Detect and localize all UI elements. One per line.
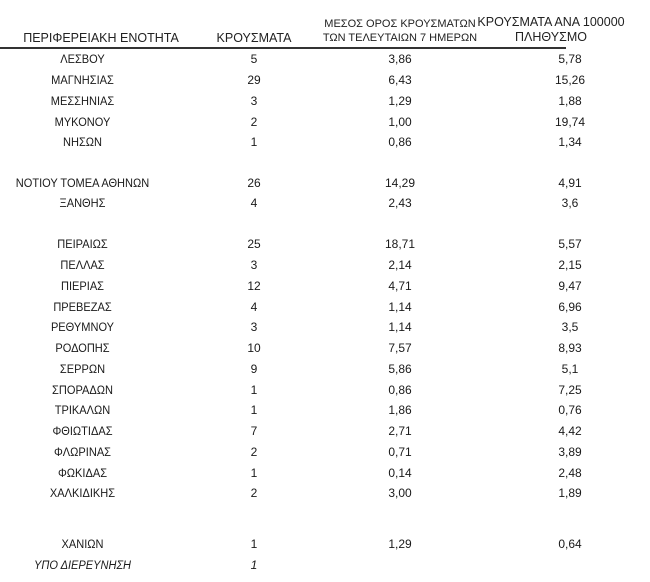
region-cell: ΧΑΛΚΙΔΙΚΗΣ [49,486,116,500]
per100k-cell: 0,76 [558,403,582,417]
region-cell: ΧΑΝΙΩΝ [61,537,104,551]
cases-cell: 4 [250,196,258,210]
per100k-cell: 2,15 [558,258,582,272]
table-row [0,234,650,254]
per100k-cell: 15,26 [554,73,586,87]
per100k-cell: 5,57 [558,237,582,251]
avg7-cell: 2,43 [388,196,412,210]
region-cell: ΝΟΤΙΟΥ ΤΟΜΕΑ ΑΘΗΝΩΝ [15,176,150,190]
per100k-cell: 2,48 [558,466,582,480]
cases-cell: 25 [247,237,261,251]
table-row [0,132,650,152]
table-row [0,338,650,358]
table-row [0,483,650,503]
avg7-cell: 2,14 [388,258,412,272]
header-per100k-line1: ΚΡΟΥΣΜΑΤΑ ΑΝΑ 100000 [477,15,625,29]
cases-cell: 1 [250,466,258,480]
avg7-cell: 1,14 [388,320,412,334]
per100k-cell: 4,91 [558,176,582,190]
avg7-cell: 5,86 [388,362,412,376]
table-row [0,173,650,193]
region-cell: ΦΩΚΙΔΑΣ [57,466,108,480]
region-cell: ΣΕΡΡΩΝ [59,362,106,376]
per100k-cell: 1,89 [558,486,582,500]
table-row [0,91,650,111]
avg7-cell: 6,43 [388,73,412,87]
avg7-cell: 0,71 [388,445,412,459]
per100k-cell: 3,6 [561,196,579,210]
avg7-cell: 3,86 [388,52,412,66]
region-cell: ΠΡΕΒΕΖΑΣ [53,300,112,314]
table-row [0,463,650,483]
per100k-cell: 0,64 [558,537,582,551]
region-cell: ΦΘΙΩΤΙΔΑΣ [52,424,113,438]
table-row [0,380,650,400]
header-avg7-line1: ΜΕΣΟΣ ΟΡΟΣ ΚΡΟΥΣΜΑΤΩΝ [324,18,476,30]
header-per100k-line2: ΠΛΗΘΥΣΜΟ [515,30,587,44]
region-cell: ΠΙΕΡΙΑΣ [60,279,105,293]
avg7-cell: 0,86 [388,135,412,149]
cases-cell: 10 [247,341,261,355]
avg7-cell: 1,29 [388,94,412,108]
per100k-cell: 8,93 [558,341,582,355]
avg7-cell: 2,71 [388,424,412,438]
table-row [0,112,650,132]
region-cell: ΡΟΔΟΠΗΣ [55,341,110,355]
header-per100k [456,15,646,45]
table-row [0,421,650,441]
region-cell: ΦΛΩΡΙΝΑΣ [53,445,112,459]
region-cell: ΞΑΝΘΗΣ [59,196,106,210]
table-row [0,70,650,90]
header-avg7-line2: ΤΩΝ ΤΕΛΕΥΤΑΙΩΝ 7 ΗΜΕΡΩΝ [322,32,478,44]
per100k-cell: 19,74 [554,115,586,129]
avg7-cell: 1,14 [388,300,412,314]
table-row [0,359,650,379]
cases-cell: 3 [250,258,258,272]
per100k-cell: 9,47 [558,279,582,293]
header-region: ΠΕΡΙΦΕΡΕΙΑΚΗ ΕΝΟΤΗΤΑ [23,31,179,45]
cases-cell: 1 [250,135,258,149]
table-row [0,297,650,317]
per100k-cell: 3,5 [561,320,579,334]
table-row [0,555,650,575]
cases-cell: 2 [250,486,258,500]
region-cell: ΝΗΣΩΝ [62,135,102,149]
region-cell: ΜΥΚΟΝΟΥ [54,115,111,129]
region-cell: ΥΠΟ ΔΙΕΡΕΥΝΗΣΗ [33,558,132,572]
per100k-cell: 4,42 [558,424,582,438]
per100k-cell: 7,25 [558,383,582,397]
region-cell: ΛΕΣΒΟΥ [60,52,105,66]
cases-cell: 3 [250,94,258,108]
avg7-cell: 0,86 [388,383,412,397]
table-row [0,400,650,420]
cases-cell: 3 [250,320,258,334]
cases-cell: 1 [250,383,258,397]
per100k-cell: 3,89 [558,445,582,459]
header-cases: ΚΡΟΥΣΜΑΤΑ [216,31,292,45]
cases-cell: 26 [247,176,261,190]
avg7-cell: 4,71 [388,279,412,293]
table-row [0,49,650,69]
table-row [0,442,650,462]
avg7-cell: 3,00 [388,486,412,500]
region-cell: ΠΕΛΛΑΣ [60,258,105,272]
cases-cell: 1 [250,558,258,572]
per100k-cell: 1,34 [558,135,582,149]
region-cell: ΣΠΟΡΑΔΩΝ [52,383,113,397]
cases-cell: 7 [250,424,258,438]
table-row [0,255,650,275]
cases-cell: 4 [250,300,258,314]
table-row [0,534,650,554]
cases-cell: 12 [247,279,261,293]
avg7-cell: 18,71 [384,237,416,251]
region-cell: ΤΡΙΚΑΛΩΝ [54,403,111,417]
per100k-cell: 6,96 [558,300,582,314]
avg7-cell: 1,00 [388,115,412,129]
avg7-cell: 7,57 [388,341,412,355]
avg7-cell: 14,29 [384,176,416,190]
per100k-cell: 5,1 [561,362,579,376]
avg7-cell: 0,14 [388,466,412,480]
per100k-cell: 1,88 [558,94,582,108]
per100k-cell: 5,78 [558,52,582,66]
cases-cell: 5 [250,52,258,66]
cases-cell: 9 [250,362,258,376]
cases-cell: 2 [250,445,258,459]
region-cell: ΠΕΙΡΑΙΩΣ [57,237,108,251]
table-row [0,276,650,296]
cases-cell: 2 [250,115,258,129]
region-cell: ΡΕΘΥΜΝΟΥ [50,320,115,334]
cases-cell: 1 [250,403,258,417]
avg7-cell: 1,86 [388,403,412,417]
cases-cell: 29 [247,73,261,87]
table-row [0,317,650,337]
table-row [0,193,650,213]
region-cell: ΜΕΣΣΗΝΙΑΣ [50,94,115,108]
avg7-cell: 1,29 [388,537,412,551]
cases-cell: 1 [250,537,258,551]
region-cell: ΜΑΓΝΗΣΙΑΣ [51,73,114,87]
